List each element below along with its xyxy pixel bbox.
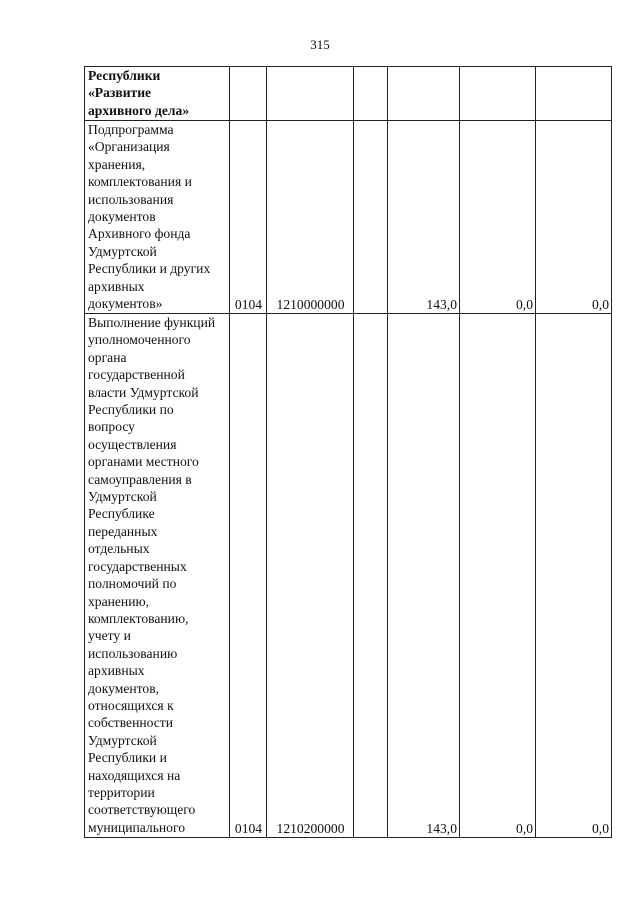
row-target-code [267,67,354,121]
row-expense-type [354,67,388,121]
row-target-code: 1210200000 [267,314,354,838]
row-section [230,67,267,121]
row-value-2 [460,67,536,121]
row-target-code: 1210000000 [267,121,354,314]
row-value-2: 0,0 [460,121,536,314]
table-row [85,67,612,121]
row-expense-type [354,314,388,838]
row-expense-type [354,121,388,314]
row-value-3 [536,67,612,121]
row-value-2: 0,0 [460,314,536,838]
row-section: 0104 [230,121,267,314]
row-name: Республики «Развитие архивного дела» [85,67,230,121]
row-name: Подпрограмма «Организация хранения, комплектования и использования документов Архивного фонда Удмуртской Республики и других архивных документов» [85,121,230,314]
page-number: 315 [310,37,330,52]
budget-table [84,66,612,838]
row-value-1: 143,0 [388,314,460,838]
row-section: 0104 [230,314,267,838]
table-row [85,121,612,314]
row-value-3: 0,0 [536,121,612,314]
row-value-1 [388,67,460,121]
row-name: Выполнение функций уполномоченного органа государственной власти Удмуртской Республики по вопросу осуществления органами местного самоуправления в Удмуртской Республике переданных отдельных государственных полномочий по хранению, комплектованию, учету и использованию архивных документов, относящихся к собственности Удмуртской Республики и находящихся на территории соответствующего муниципального [85,314,230,838]
row-value-1: 143,0 [388,121,460,314]
table-row [85,314,612,838]
row-value-3: 0,0 [536,314,612,838]
